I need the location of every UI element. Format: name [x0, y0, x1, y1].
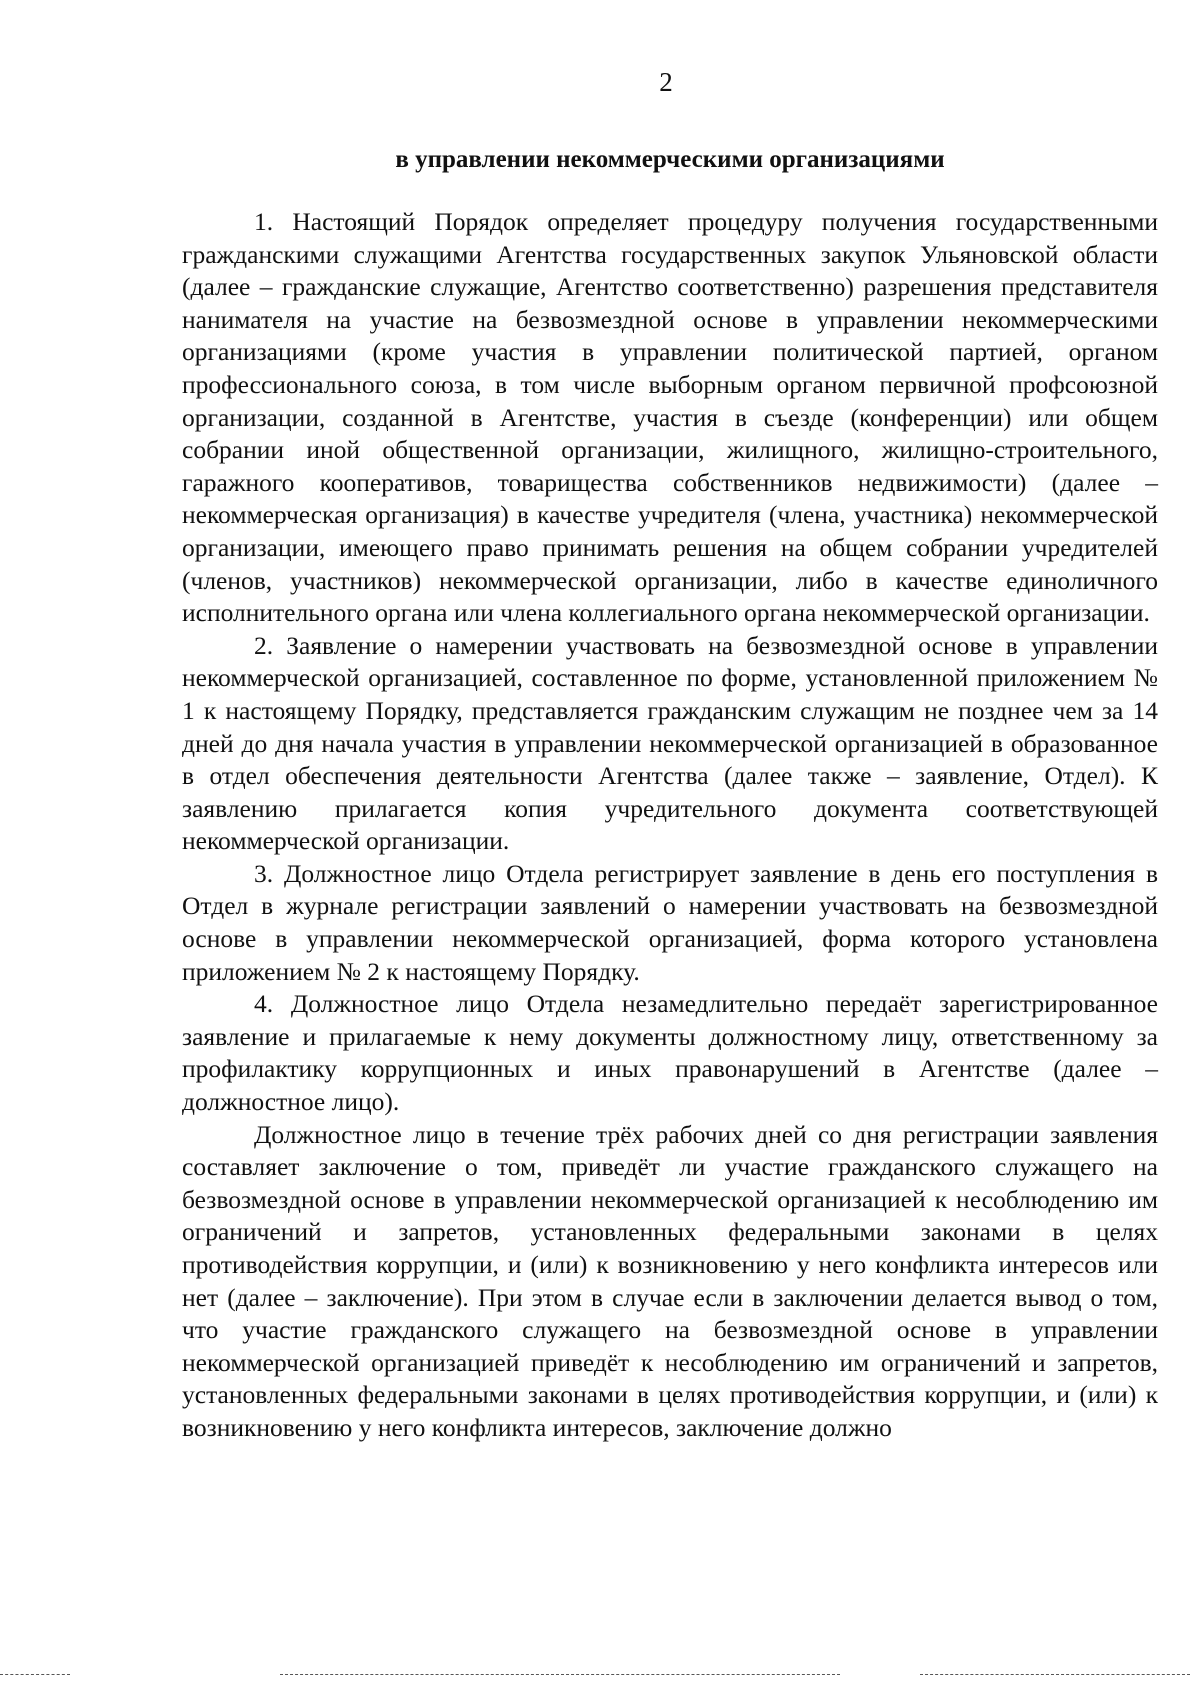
paragraph-3: 3. Должностное лицо Отдела регистрирует заявление в день его поступления в Отдел в журнале регистрации заявлений о намерении участвовать на безвозмездной основе в управлении некоммерческой организацией, форма которого установлена приложением № 2 к настоящему Порядку.	[182, 858, 1158, 986]
scan-artifact-line-left	[0, 1674, 70, 1676]
page-number: 2	[659, 67, 673, 97]
paragraph-4: 4. Должностное лицо Отдела незамедлительно передаёт зарегистрированное заявление и прилагаемые к нему документы должностному лицу, ответственному за профилактику коррупционных и иных правонарушений в Агентстве (далее – должностное лицо).	[182, 989, 1158, 1117]
scan-artifact-line-right	[920, 1674, 1190, 1676]
paragraph-5: Должностное лицо в течение трёх рабочих дней со дня регистрации заявления составляет заключение о том, приведёт ли участие гражданского служащего на безвозмездной основе в управлении некоммерческой организацией к несоблюдению им ограничений и запретов, установленных федеральными законами в целях противодействия коррупции, и (или) к возникновению у него конфликта интересов или нет (далее – заключение). При этом в случае если в заключении делается вывод о том, что участие гражданского служащего на безвозмездной основе в управлении некоммерческой организацией приведёт к несоблюдению им ограничений и запретов, установленных федеральными законами в целях противодействия коррупции, и (или) к возникновению у него конфликта интересов, заключение должно	[182, 1119, 1158, 1442]
paragraph-1: 1. Настоящий Порядок определяет процедуру получения государственными гражданскими служащими Агентства государственных закупок Ульяновской области (далее – гражданские служащие, Агентство соответственно) разрешения представителя нанимателя на участие на безвозмездной основе в управлении некоммерческими организациями (кроме участия в управлении политической партией, органом профессионального союза, в том числе выборным органом первичной профсоюзной организации, созданной в Агентстве, участия в съезде (конференции) или общем собрании иной общественной организации, жилищного, жилищно-строительного, гаражного кооперативов, товарищества собственников недвижимости) (далее – некоммерческая организация) в качестве учредителя (члена, участника) некоммерческой организации, имеющего право принимать решения на общем собрании учредителей (членов, участников) некоммерческой организации, либо в качестве единоличного исполнительного органа или члена коллегиального органа некоммерческой организации.	[182, 207, 1158, 628]
body-text	[182, 206, 1158, 1445]
scan-artifact-line-center	[280, 1674, 840, 1676]
section-heading: в управлении некоммерческими организациями	[395, 146, 945, 173]
paragraph-2: 2. Заявление о намерении участвовать на безвозмездной основе в управлении некоммерческой организацией, составленное по форме, установленной приложением № 1 к настоящему Порядку, представляется гражданским служащим не позднее чем за 14 дней до дня начала участия в управлении некоммерческой организацией в образованное в отдел обеспечения деятельности Агентства (далее также – заявление, Отдел). К заявлению прилагается копия учредительного документа соответствующей некоммерческой организации.	[182, 630, 1158, 856]
